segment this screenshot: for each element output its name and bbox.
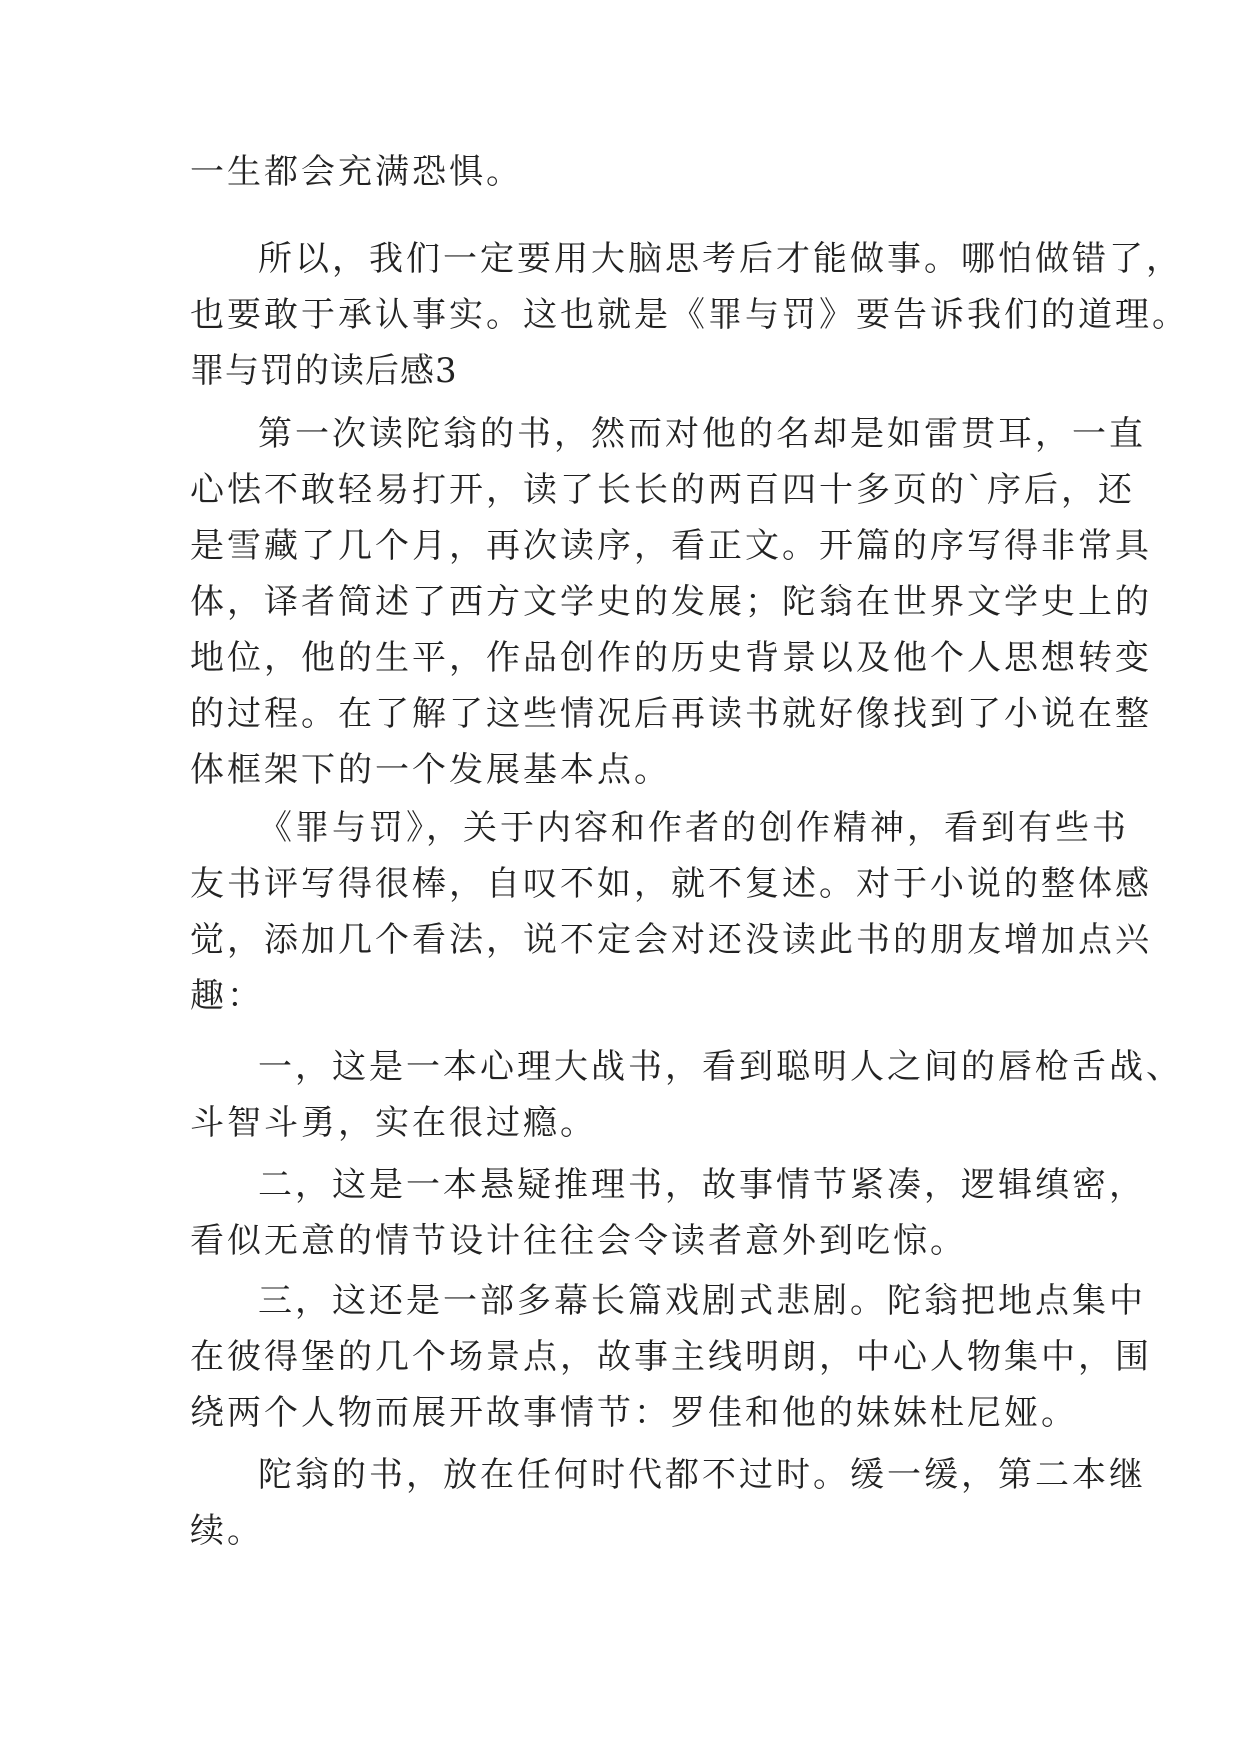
text-line: 陀翁的书，放在任何时代都不过时。缓一缓，第二本继 bbox=[258, 1455, 1146, 1495]
text-line: 觉，添加几个看法，说不定会对还没读此书的朋友增加点兴 bbox=[190, 920, 1152, 960]
text-line: 所以，我们一定要用大脑思考后才能做事。哪怕做错了， bbox=[258, 239, 1183, 279]
section-heading: 罪与罚的读后感3 bbox=[190, 351, 458, 391]
text-line: 是雪藏了几个月，再次读序，看正文。开篇的序写得非常具 bbox=[190, 526, 1152, 566]
text-line: 体，译者简述了西方文学史的发展；陀翁在世界文学史上的 bbox=[190, 582, 1152, 622]
text-line: 地位，他的生平，作品创作的历史背景以及他个人思想转变 bbox=[190, 638, 1152, 678]
text-line: 第一次读陀翁的书，然而对他的名却是如雷贯耳，一直 bbox=[258, 414, 1146, 454]
text-line: 看似无意的情节设计往往会令读者意外到吃惊。 bbox=[190, 1221, 967, 1261]
text-line: 心怯不敢轻易打开，读了长长的两百四十多页的`序后，还 bbox=[190, 470, 1135, 510]
text-line: 三，这还是一部多幕长篇戏剧式悲剧。陀翁把地点集中 bbox=[258, 1281, 1146, 1321]
text-line: 的过程。在了解了这些情况后再读书就好像找到了小说在整 bbox=[190, 694, 1152, 734]
text-line: 在彼得堡的几个场景点，故事主线明朗，中心人物集中，围 bbox=[190, 1337, 1152, 1377]
text-line: 友书评写得很棒，自叹不如，就不复述。对于小说的整体感 bbox=[190, 864, 1152, 904]
text-line: 二，这是一本悬疑推理书，故事情节紧凑，逻辑缜密， bbox=[258, 1165, 1146, 1205]
text-line: 续。 bbox=[190, 1511, 264, 1551]
text-line: 也要敢于承认事实。这也就是《罪与罚》要告诉我们的道理。 bbox=[190, 295, 1189, 335]
text-line: 体框架下的一个发展基本点。 bbox=[190, 750, 671, 790]
text-line: 趣： bbox=[190, 976, 264, 1016]
text-line: 一生都会充满恐惧。 bbox=[190, 152, 523, 192]
text-line: 一，这是一本心理大战书，看到聪明人之间的唇枪舌战、 bbox=[258, 1047, 1183, 1087]
text-line: 斗智斗勇，实在很过瘾。 bbox=[190, 1103, 597, 1143]
text-line: 《罪与罚》，关于内容和作者的创作精神，看到有些书 bbox=[258, 808, 1129, 848]
text-line: 绕两个人物而展开故事情节：罗佳和他的妹妹杜尼娅。 bbox=[190, 1393, 1078, 1433]
